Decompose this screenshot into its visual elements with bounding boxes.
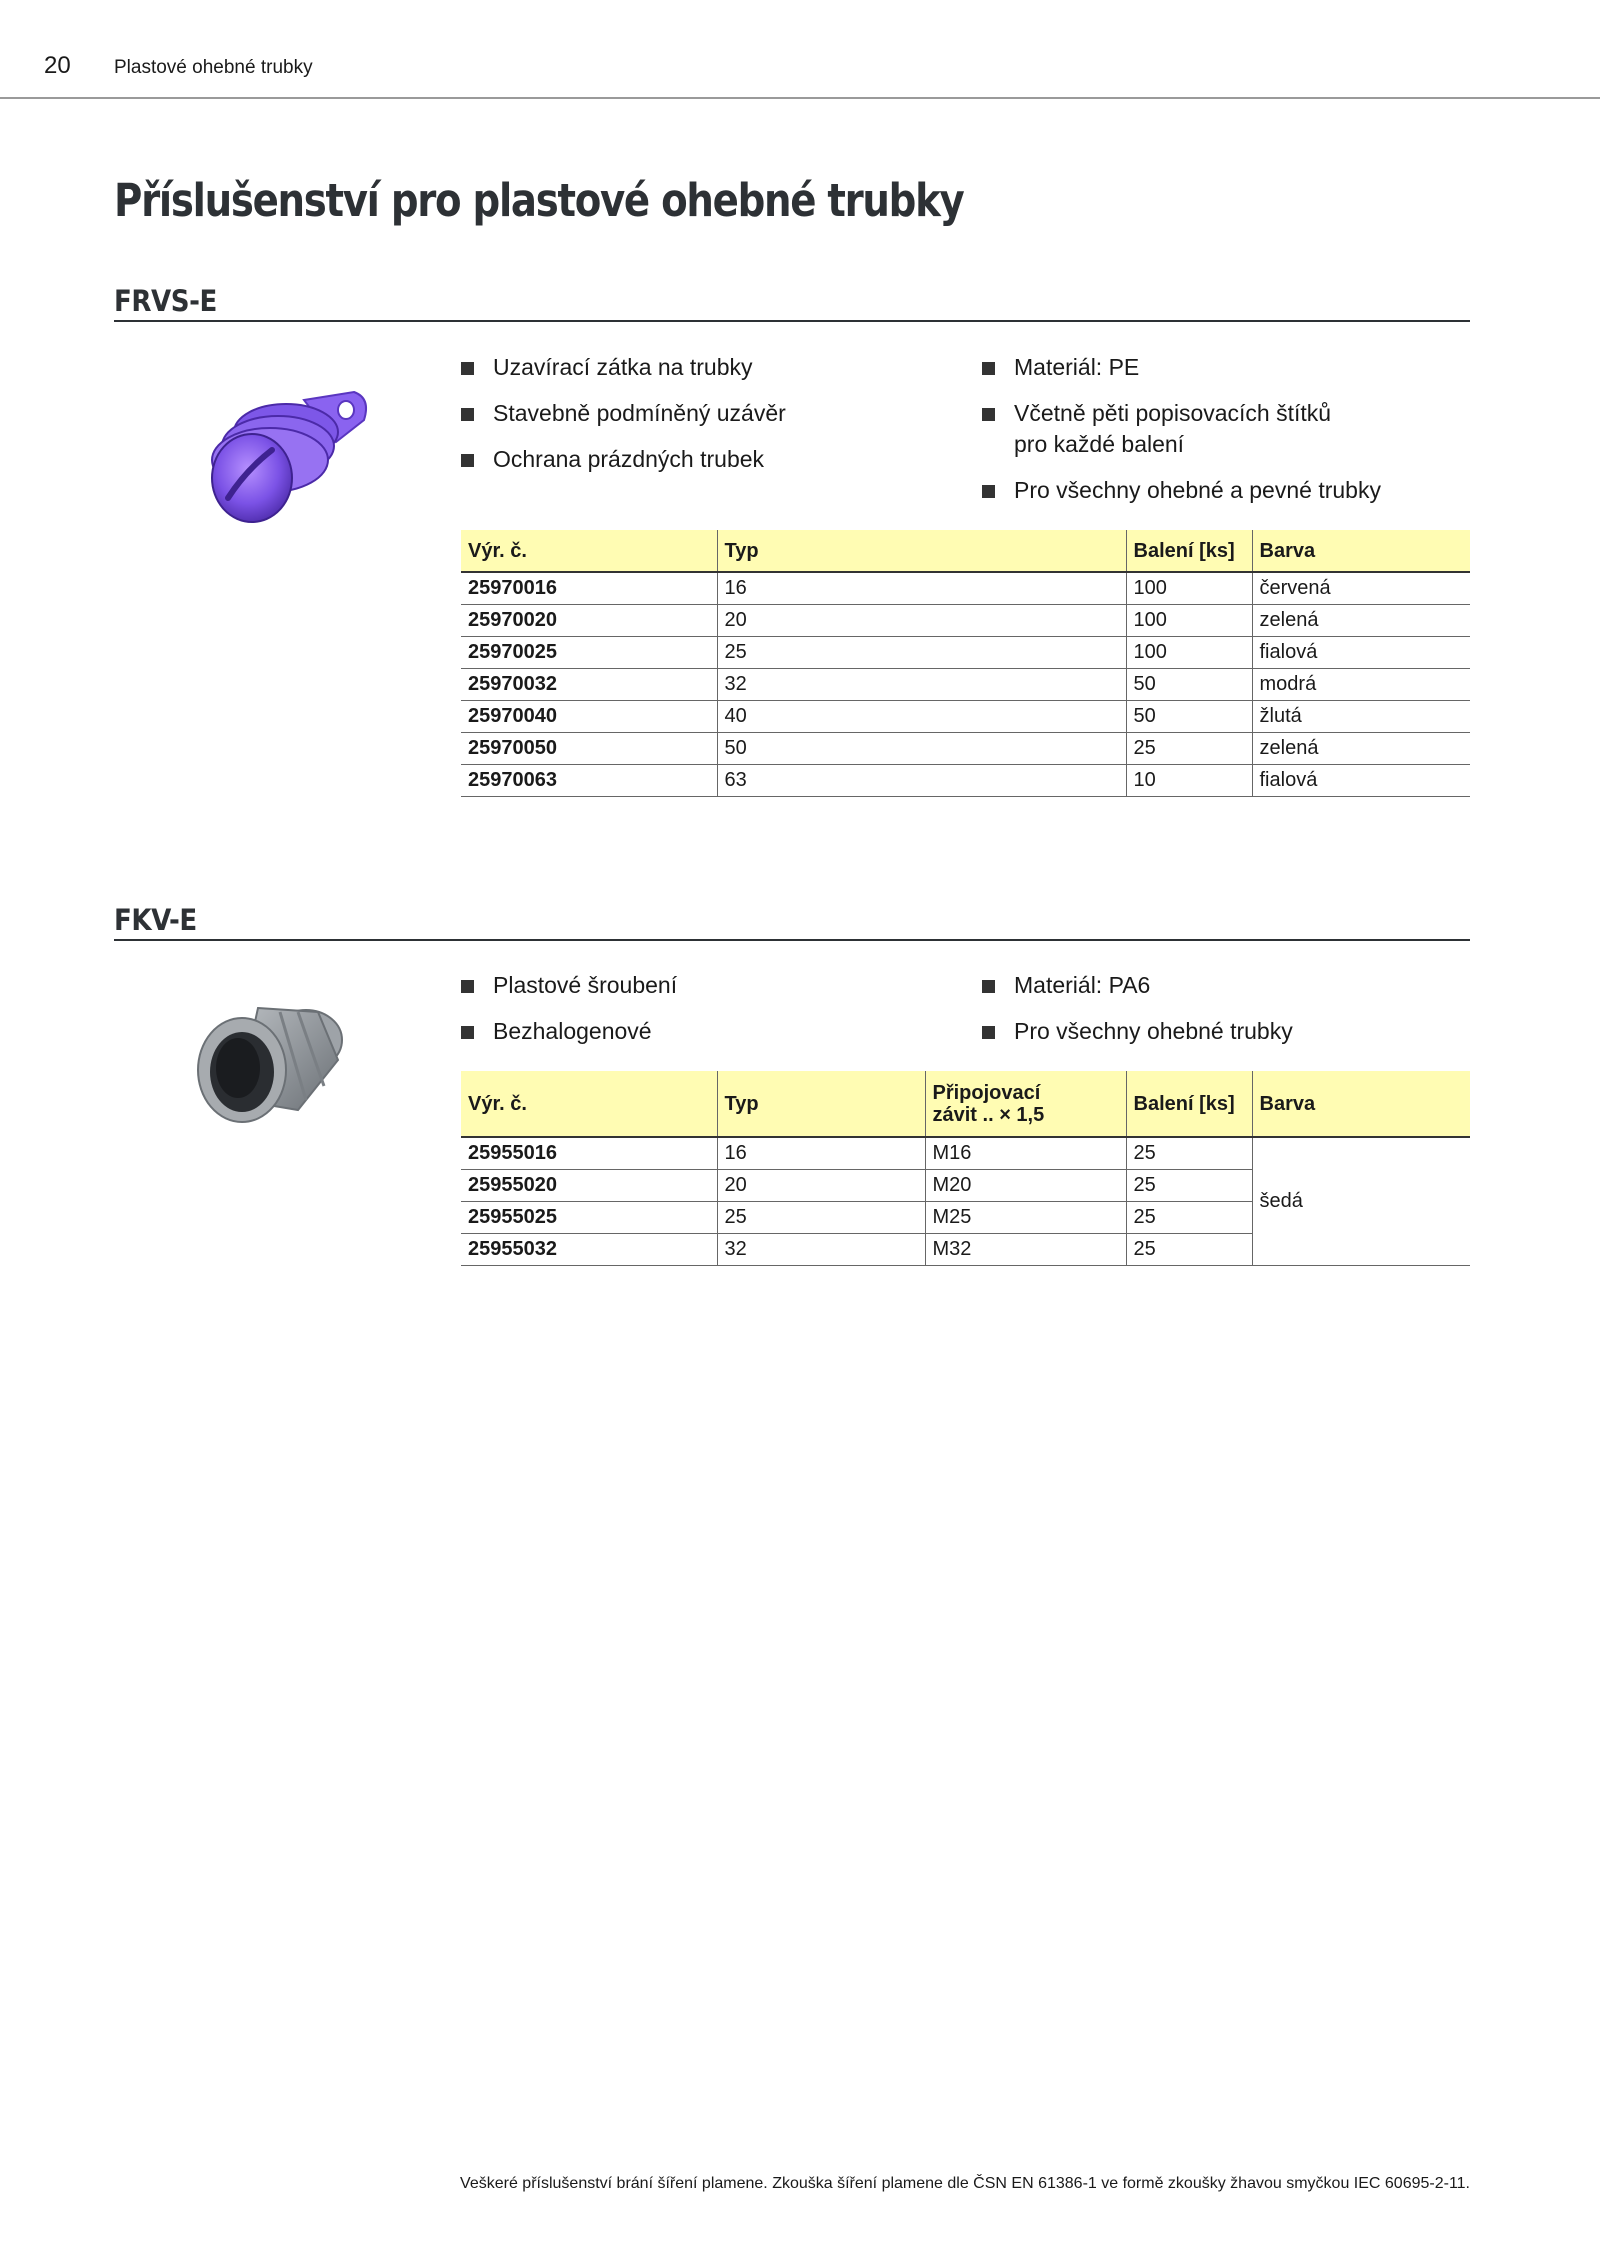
column-header: Výr. č. — [461, 530, 717, 572]
feature-list-left — [461, 352, 961, 490]
table-row: 25970032 32 50 modrá — [461, 669, 1470, 701]
feature-item: Materiál: PE — [982, 352, 1472, 383]
column-header: Výr. č. — [461, 1071, 717, 1137]
footnote: Veškeré příslušenství brání šíření plamene. Zkouška šíření plamene dle ČSN EN 61386-1 ve formě zkoušky žhavou smyčkou IEC 60695-2-11. — [460, 2175, 1470, 2192]
feature-list-right — [982, 352, 1472, 521]
column-header: Balení [ks] — [1126, 1071, 1252, 1137]
table-row: 25970016 16 100 červená — [461, 572, 1470, 605]
table-row: 25970063 63 10 fialová — [461, 765, 1470, 797]
feature-list-right — [982, 970, 1472, 1062]
feature-item: Včetně pěti popisovacích štítků pro každé balení — [982, 398, 1472, 460]
bullet-icon — [461, 1026, 474, 1039]
page-number: 20 — [44, 52, 71, 79]
section-heading-fkv-e — [114, 903, 1470, 941]
spec-table-fkv-e — [461, 1071, 1470, 1266]
table-row: 25955020 20 M20 25 — [461, 1170, 1470, 1202]
bullet-icon — [982, 1026, 995, 1039]
bullet-icon — [982, 362, 995, 375]
table-header-row — [461, 530, 1470, 572]
column-header: Typ — [717, 1071, 925, 1137]
column-header: Barva — [1252, 530, 1470, 572]
feature-item: Uzavírací zátka na trubky — [461, 352, 961, 383]
running-title: Plastové ohebné trubky — [114, 57, 313, 78]
table-row: 25955032 32 M32 25 — [461, 1234, 1470, 1266]
feature-item: Pro všechny ohebné a pevné trubky — [982, 475, 1472, 506]
bullet-icon — [982, 408, 995, 421]
column-header: Typ — [717, 530, 1126, 572]
table-row: 25970040 40 50 žlutá — [461, 701, 1470, 733]
spec-table-frvs-e — [461, 530, 1470, 797]
bullet-icon — [982, 485, 995, 498]
table-header-row — [461, 1071, 1470, 1137]
feature-list-left — [461, 970, 961, 1062]
feature-item: Pro všechny ohebné trubky — [982, 1016, 1472, 1047]
purple-pipe-plug-icon — [186, 380, 376, 530]
page-header — [0, 0, 1600, 99]
section-title: FKV-E — [114, 903, 197, 937]
feature-item: Ochrana prázdných trubek — [461, 444, 961, 475]
grey-cable-gland-icon — [188, 990, 358, 1150]
bullet-icon — [461, 980, 474, 993]
table-row: 25970025 25 100 fialová — [461, 637, 1470, 669]
section-title: FRVS-E — [114, 284, 217, 318]
feature-item: Materiál: PA6 — [982, 970, 1472, 1001]
merged-color-cell: šedá — [1252, 1137, 1470, 1266]
table-row: 25955016 16 M16 25 šedá — [461, 1137, 1470, 1170]
table-row: 25955025 25 M25 25 — [461, 1202, 1470, 1234]
column-header: Barva — [1252, 1071, 1470, 1137]
table-row: 25970050 50 25 zelená — [461, 733, 1470, 765]
bullet-icon — [461, 454, 474, 467]
bullet-icon — [461, 362, 474, 375]
page-title: Příslušenství pro plastové ohebné trubky — [114, 174, 964, 227]
table-row: 25970020 20 100 zelená — [461, 605, 1470, 637]
bullet-icon — [461, 408, 474, 421]
column-header: Připojovací závit .. × 1,5 — [925, 1071, 1126, 1137]
section-heading-frvs-e — [114, 284, 1470, 322]
feature-item: Bezhalogenové — [461, 1016, 961, 1047]
bullet-icon — [982, 980, 995, 993]
feature-item: Stavebně podmíněný uzávěr — [461, 398, 961, 429]
column-header: Balení [ks] — [1126, 530, 1252, 572]
feature-item: Plastové šroubení — [461, 970, 961, 1001]
